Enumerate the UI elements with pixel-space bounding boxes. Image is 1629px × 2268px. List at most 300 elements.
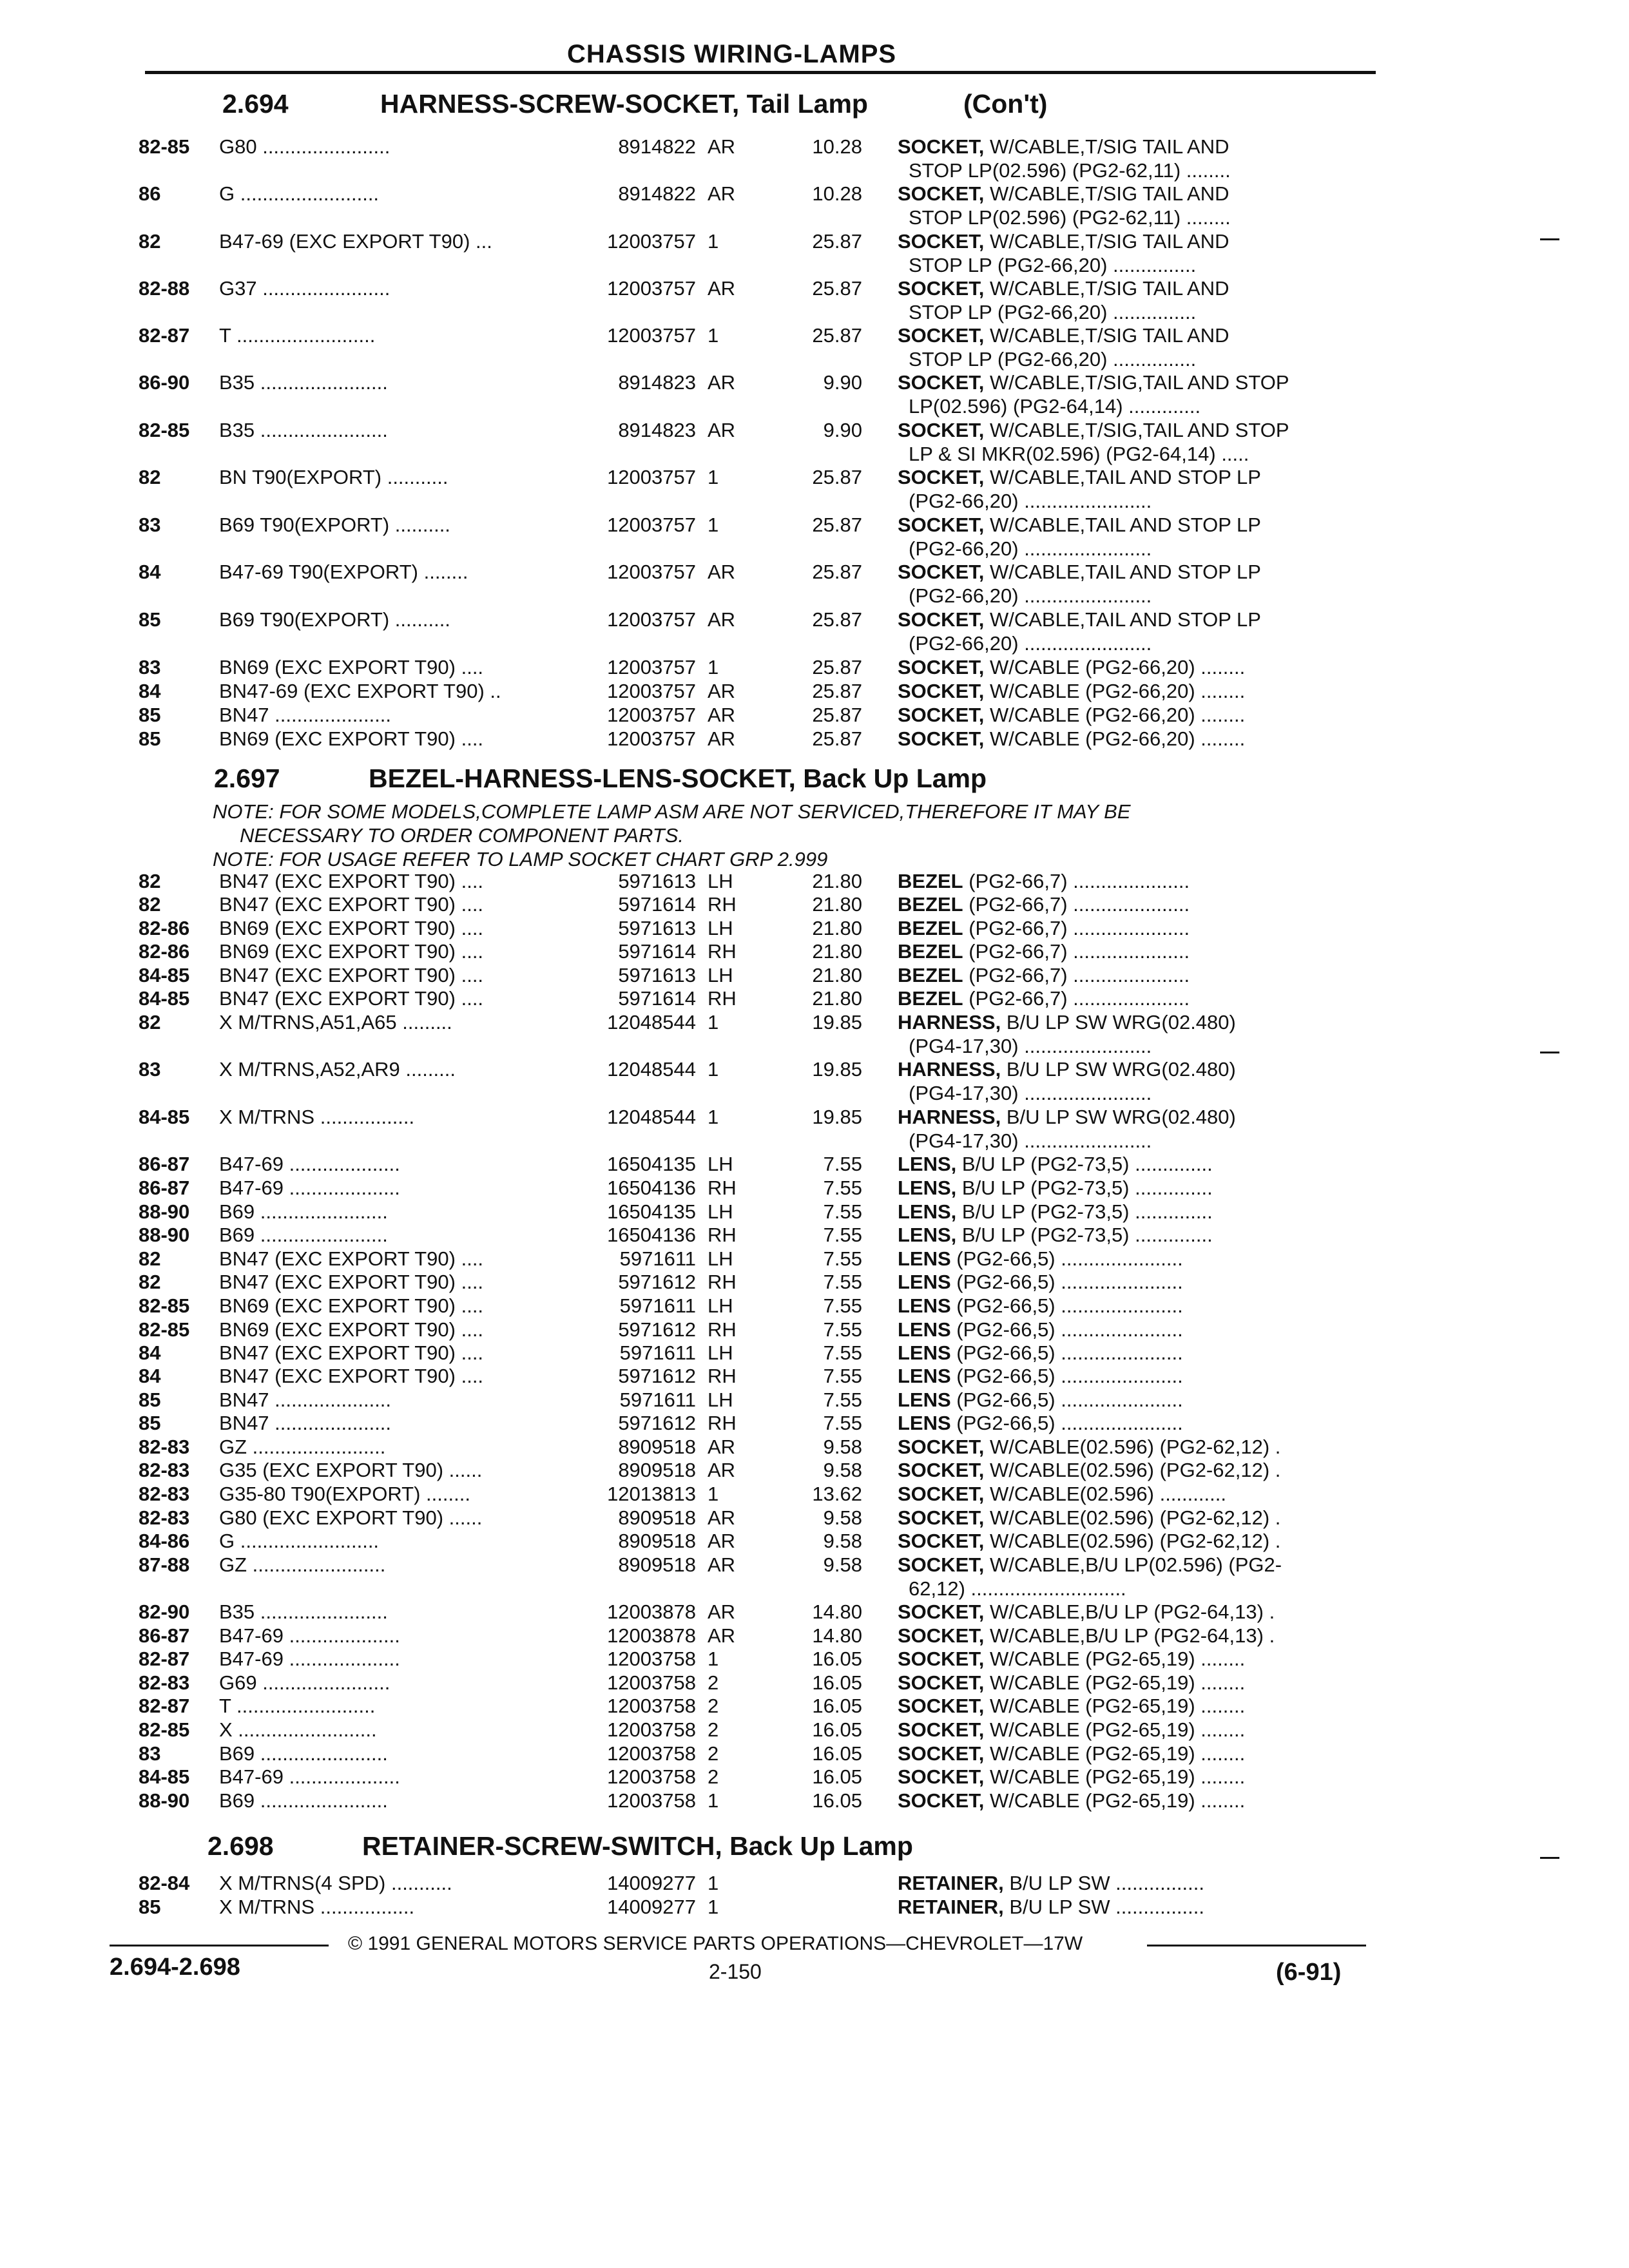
table-row (0, 514, 1629, 560)
description-cell: SOCKET, W/CABLE,T/SIG TAIL AND (898, 277, 1229, 300)
description-cell: SOCKET, W/CABLE (PG2-65,19) ........ (898, 1671, 1246, 1694)
table-row (0, 1765, 1629, 1789)
description-cell: SOCKET, W/CABLE(02.596) (PG2-62,12) . (898, 1530, 1281, 1552)
description-cell: SOCKET, W/CABLE,B/U LP (PG2-64,13) . (898, 1624, 1275, 1647)
description-cell: SOCKET, W/CABLE (PG2-65,19) ........ (898, 1742, 1246, 1765)
quantity-cell: 1 (708, 1058, 719, 1081)
table-row (0, 1671, 1629, 1695)
price-cell: 16.05 (812, 1789, 862, 1812)
description-continuation: (PG2-66,20) ....................... (909, 632, 1152, 655)
model-cell: BN47 ..................... (219, 1389, 392, 1411)
description-cell: SOCKET, W/CABLE (PG2-66,20) ........ (898, 656, 1246, 678)
model-cell: B47-69 .................... (219, 1624, 400, 1647)
price-cell: 16.05 (812, 1695, 862, 1717)
model-cell: BN69 (EXC EXPORT T90) .... (219, 727, 484, 750)
part-number-cell: 14009277 (607, 1872, 696, 1894)
part-number-cell: 8909518 (618, 1459, 696, 1481)
table-row (0, 727, 1629, 751)
price-cell: 9.90 (823, 371, 862, 394)
price-cell: 25.87 (812, 561, 862, 583)
model-cell: BN69 (EXC EXPORT T90) .... (219, 1294, 484, 1317)
year-cell: 82 (139, 1011, 161, 1033)
part-number-cell: 5971612 (618, 1365, 696, 1387)
part-number-cell: 5971611 (619, 1389, 696, 1411)
table-row (0, 1247, 1629, 1271)
price-cell: 7.55 (823, 1341, 862, 1364)
quantity-cell: AR (708, 419, 736, 441)
table-row (0, 1341, 1629, 1365)
revision-date: (6-91) (1276, 1959, 1342, 1986)
description-cell: LENS, B/U LP (PG2-73,5) .............. (898, 1177, 1213, 1199)
part-number-cell: 12003757 (607, 324, 696, 347)
part-number-cell: 8909518 (618, 1436, 696, 1458)
model-cell: B69 T90(EXPORT) .......... (219, 514, 450, 536)
description-continuation: LP(02.596) (PG2-64,14) ............. (909, 395, 1201, 418)
price-cell: 19.85 (812, 1106, 862, 1128)
price-cell: 7.55 (823, 1224, 862, 1246)
description-cell: BEZEL (PG2-66,7) ..................... (898, 940, 1190, 963)
quantity-cell: AR (708, 182, 736, 205)
year-cell: 85 (139, 704, 161, 726)
part-number-cell: 12003758 (607, 1671, 696, 1694)
quantity-cell: LH (708, 964, 733, 986)
year-cell: 86-90 (139, 371, 190, 394)
quantity-cell: LH (708, 1200, 733, 1223)
description-continuation: (PG4-17,30) ....................... (909, 1129, 1152, 1152)
quantity-cell: LH (708, 917, 733, 939)
quantity-cell: 1 (708, 1011, 719, 1033)
description-cell: HARNESS, B/U LP SW WRG(02.480) (898, 1011, 1236, 1033)
price-cell: 7.55 (823, 1271, 862, 1293)
quantity-cell: RH (708, 1177, 737, 1199)
table-row (0, 1459, 1629, 1482)
table-row (0, 1896, 1629, 1919)
part-number-cell: 12003757 (607, 608, 696, 631)
part-number-cell: 12003757 (607, 466, 696, 488)
part-number-cell: 12003757 (607, 656, 696, 678)
year-cell: 85 (139, 1389, 161, 1411)
model-cell: X ......................... (219, 1718, 377, 1741)
price-cell: 13.62 (812, 1483, 862, 1505)
quantity-cell: 1 (708, 1106, 719, 1128)
quantity-cell: 1 (708, 324, 719, 347)
table-row (0, 1153, 1629, 1176)
model-cell: B47-69 .................... (219, 1177, 400, 1199)
model-cell: B35 ....................... (219, 1600, 388, 1623)
part-number-cell: 12003758 (607, 1765, 696, 1788)
quantity-cell: RH (708, 987, 737, 1010)
year-cell: 82-85 (139, 1294, 190, 1317)
description-cell: LENS (PG2-66,5) ...................... (898, 1341, 1183, 1364)
part-number-cell: 5971612 (618, 1412, 696, 1434)
part-number-cell: 12048544 (607, 1011, 696, 1033)
table-row (0, 1789, 1629, 1812)
table-row (0, 1058, 1629, 1104)
part-number-cell: 5971612 (618, 1318, 696, 1341)
year-cell: 83 (139, 1742, 161, 1765)
table-row (0, 1530, 1629, 1553)
year-cell: 84-85 (139, 1765, 190, 1788)
quantity-cell: 1 (708, 230, 719, 253)
year-cell: 82 (139, 893, 161, 916)
model-cell: G ......................... (219, 1530, 380, 1552)
description-cell: SOCKET, W/CABLE,T/SIG TAIL AND (898, 182, 1229, 205)
model-cell: BN47 (EXC EXPORT T90) .... (219, 893, 484, 916)
year-cell: 82-83 (139, 1459, 190, 1481)
description-cell: SOCKET, W/CABLE(02.596) (PG2-62,12) . (898, 1436, 1281, 1458)
year-cell: 84-85 (139, 987, 190, 1010)
year-cell: 82-87 (139, 1695, 190, 1717)
description-continuation: (PG4-17,30) ....................... (909, 1035, 1152, 1057)
description-cell: LENS (PG2-66,5) ...................... (898, 1389, 1183, 1411)
description-cell: LENS (PG2-66,5) ...................... (898, 1318, 1183, 1341)
table-row (0, 230, 1629, 276)
model-cell: B47-69 .................... (219, 1765, 400, 1788)
price-cell: 25.87 (812, 704, 862, 726)
quantity-cell: AR (708, 1506, 736, 1529)
description-cell: SOCKET, W/CABLE,TAIL AND STOP LP (898, 514, 1261, 536)
table-row (0, 608, 1629, 655)
table-row (0, 371, 1629, 418)
description-cell: SOCKET, W/CABLE (PG2-66,20) ........ (898, 727, 1246, 750)
section-title: HARNESS-SCREW-SOCKET, Tail Lamp (380, 89, 868, 119)
model-cell: B69 ....................... (219, 1200, 388, 1223)
year-cell: 84 (139, 680, 161, 702)
price-cell: 16.05 (812, 1648, 862, 1670)
table-row (0, 1106, 1629, 1152)
year-cell: 82-86 (139, 940, 190, 963)
table-row (0, 419, 1629, 465)
description-cell: LENS, B/U LP (PG2-73,5) .............. (898, 1200, 1213, 1223)
description-continuation: STOP LP(02.596) (PG2-62,11) ........ (909, 206, 1231, 229)
quantity-cell: 1 (708, 1789, 719, 1812)
price-cell: 16.05 (812, 1718, 862, 1741)
price-cell: 25.87 (812, 514, 862, 536)
price-cell: 25.87 (812, 680, 862, 702)
description-cell: BEZEL (PG2-66,7) ..................... (898, 870, 1190, 892)
description-continuation: (PG4-17,30) ....................... (909, 1082, 1152, 1104)
year-cell: 82 (139, 230, 161, 253)
description-cell: SOCKET, W/CABLE,T/SIG,TAIL AND STOP (898, 371, 1289, 394)
model-cell: BN47 (EXC EXPORT T90) .... (219, 1341, 484, 1364)
price-cell: 7.55 (823, 1200, 862, 1223)
price-cell: 19.85 (812, 1011, 862, 1033)
page-number: 2-150 (709, 1960, 762, 1983)
year-cell: 86-87 (139, 1153, 190, 1175)
year-cell: 82-87 (139, 324, 190, 347)
description-continuation: (PG2-66,20) ....................... (909, 537, 1152, 560)
footer-rule-left (110, 1945, 329, 1946)
description-cell: HARNESS, B/U LP SW WRG(02.480) (898, 1106, 1236, 1128)
price-cell: 21.80 (812, 940, 862, 963)
price-cell: 21.80 (812, 964, 862, 986)
model-cell: X M/TRNS ................. (219, 1896, 415, 1918)
description-cell: SOCKET, W/CABLE (PG2-65,19) ........ (898, 1695, 1246, 1717)
description-cell: LENS (PG2-66,5) ...................... (898, 1294, 1183, 1317)
table-row (0, 1600, 1629, 1624)
year-cell: 86-87 (139, 1624, 190, 1647)
part-number-cell: 8909518 (618, 1530, 696, 1552)
model-cell: BN47 (EXC EXPORT T90) .... (219, 1271, 484, 1293)
model-cell: BN47 (EXC EXPORT T90) .... (219, 1247, 484, 1270)
table-row (0, 1742, 1629, 1765)
quantity-cell: LH (708, 1153, 733, 1175)
quantity-cell: 2 (708, 1742, 719, 1765)
price-cell: 7.55 (823, 1412, 862, 1434)
table-row (0, 135, 1629, 182)
quantity-cell: 1 (708, 514, 719, 536)
table-row (0, 182, 1629, 229)
part-number-cell: 8909518 (618, 1553, 696, 1576)
table-row (0, 1506, 1629, 1530)
table-row (0, 277, 1629, 323)
table-row (0, 324, 1629, 370)
year-cell: 82 (139, 1271, 161, 1293)
description-cell: LENS (PG2-66,5) ...................... (898, 1247, 1183, 1270)
table-row (0, 917, 1629, 940)
quantity-cell: RH (708, 1271, 737, 1293)
part-number-cell: 5971611 (619, 1341, 696, 1364)
model-cell: X M/TRNS ................. (219, 1106, 415, 1128)
price-cell: 25.87 (812, 727, 862, 750)
part-number-cell: 12003878 (607, 1624, 696, 1647)
year-cell: 82 (139, 1247, 161, 1270)
model-cell: B69 ....................... (219, 1742, 388, 1765)
price-cell: 19.85 (812, 1058, 862, 1081)
quantity-cell: 1 (708, 656, 719, 678)
year-cell: 85 (139, 1412, 161, 1434)
model-cell: X M/TRNS,A52,AR9 ......... (219, 1058, 456, 1081)
description-cell: BEZEL (PG2-66,7) ..................... (898, 987, 1190, 1010)
model-cell: BN69 (EXC EXPORT T90) .... (219, 917, 484, 939)
part-number-cell: 12048544 (607, 1058, 696, 1081)
part-number-cell: 5971611 (619, 1294, 696, 1317)
table-row (0, 1271, 1629, 1294)
quantity-cell: AR (708, 1436, 736, 1458)
part-number-cell: 12003757 (607, 230, 696, 253)
quantity-cell: LH (708, 1389, 733, 1411)
part-number-cell: 12003758 (607, 1789, 696, 1812)
quantity-cell: RH (708, 1365, 737, 1387)
quantity-cell: AR (708, 371, 736, 394)
table-row (0, 656, 1629, 679)
model-cell: BN47 (EXC EXPORT T90) .... (219, 1365, 484, 1387)
model-cell: X M/TRNS(4 SPD) ........... (219, 1872, 452, 1894)
description-cell: SOCKET, W/CABLE (PG2-65,19) ........ (898, 1718, 1246, 1741)
part-number-cell: 12003758 (607, 1742, 696, 1765)
year-cell: 85 (139, 727, 161, 750)
price-cell: 9.58 (823, 1436, 862, 1458)
part-number-cell: 8914822 (618, 182, 696, 205)
price-cell: 25.87 (812, 608, 862, 631)
part-number-cell: 12003758 (607, 1648, 696, 1670)
price-cell: 21.80 (812, 917, 862, 939)
year-cell: 83 (139, 656, 161, 678)
part-number-cell: 12003757 (607, 277, 696, 300)
year-cell: 88-90 (139, 1224, 190, 1246)
part-number-cell: 12003758 (607, 1718, 696, 1741)
table-row (0, 1553, 1629, 1600)
table-row (0, 1718, 1629, 1742)
table-row (0, 1648, 1629, 1671)
model-cell: BN47 (EXC EXPORT T90) .... (219, 987, 484, 1010)
margin-mark (1540, 1052, 1559, 1053)
year-cell: 85 (139, 1896, 161, 1918)
section-title: RETAINER-SCREW-SWITCH, Back Up Lamp (362, 1831, 913, 1861)
model-cell: B47-69 .................... (219, 1648, 400, 1670)
year-cell: 82-83 (139, 1436, 190, 1458)
quantity-cell: LH (708, 1341, 733, 1364)
table-row (0, 1624, 1629, 1648)
table-row (0, 964, 1629, 987)
table-row (0, 1389, 1629, 1412)
description-cell: SOCKET, W/CABLE,T/SIG TAIL AND (898, 230, 1229, 253)
copyright-line: © 1991 GENERAL MOTORS SERVICE PARTS OPERATIONS—CHEVROLET—17W (348, 1933, 1083, 1954)
quantity-cell: RH (708, 1318, 737, 1341)
part-number-cell: 16504135 (607, 1200, 696, 1223)
price-cell: 7.55 (823, 1153, 862, 1175)
description-cell: LENS (PG2-66,5) ...................... (898, 1271, 1183, 1293)
section-range: 2.694-2.698 (110, 1954, 240, 1981)
model-cell: G37 ....................... (219, 277, 390, 300)
price-cell: 25.87 (812, 656, 862, 678)
year-cell: 83 (139, 1058, 161, 1081)
model-cell: B69 ....................... (219, 1789, 388, 1812)
price-cell: 9.58 (823, 1459, 862, 1481)
table-row (0, 1177, 1629, 1200)
quantity-cell: 2 (708, 1671, 719, 1694)
section-number: 2.694 (222, 89, 289, 119)
model-cell: B47-69 T90(EXPORT) ........ (219, 561, 468, 583)
note-line: NOTE: FOR USAGE REFER TO LAMP SOCKET CHART GRP 2.999 (213, 848, 828, 870)
part-number-cell: 12003757 (607, 680, 696, 702)
quantity-cell: AR (708, 727, 736, 750)
section-title: BEZEL-HARNESS-LENS-SOCKET, Back Up Lamp (369, 764, 987, 793)
quantity-cell: RH (708, 940, 737, 963)
model-cell: B69 ....................... (219, 1224, 388, 1246)
description-cell: RETAINER, B/U LP SW ................ (898, 1872, 1204, 1894)
year-cell: 87-88 (139, 1553, 190, 1576)
header-rule (145, 71, 1376, 74)
table-row (0, 1011, 1629, 1057)
note-line: NECESSARY TO ORDER COMPONENT PARTS. (240, 824, 684, 847)
model-cell: B35 ....................... (219, 419, 388, 441)
description-cell: SOCKET, W/CABLE(02.596) (PG2-62,12) . (898, 1459, 1281, 1481)
quantity-cell: AR (708, 704, 736, 726)
table-row (0, 1436, 1629, 1459)
quantity-cell: LH (708, 1294, 733, 1317)
description-cell: SOCKET, W/CABLE(02.596) ............ (898, 1483, 1226, 1505)
table-row (0, 1412, 1629, 1435)
description-continuation: STOP LP (PG2-66,20) ............... (909, 254, 1197, 276)
description-cell: SOCKET, W/CABLE (PG2-66,20) ........ (898, 704, 1246, 726)
model-cell: B35 ....................... (219, 371, 388, 394)
description-cell: SOCKET, W/CABLE,B/U LP (PG2-64,13) . (898, 1600, 1275, 1623)
model-cell: G80 (EXC EXPORT T90) ...... (219, 1506, 483, 1529)
table-row (0, 1483, 1629, 1506)
quantity-cell: 1 (708, 1896, 719, 1918)
model-cell: G ......................... (219, 182, 380, 205)
year-cell: 86 (139, 182, 161, 205)
price-cell: 7.55 (823, 1318, 862, 1341)
part-number-cell: 5971614 (618, 893, 696, 916)
year-cell: 82-85 (139, 419, 190, 441)
page-title: CHASSIS WIRING-LAMPS (567, 40, 897, 68)
year-cell: 82-85 (139, 1718, 190, 1741)
table-row (0, 680, 1629, 703)
model-cell: BN69 (EXC EXPORT T90) .... (219, 1318, 484, 1341)
year-cell: 88-90 (139, 1200, 190, 1223)
description-continuation: (PG2-66,20) ....................... (909, 490, 1152, 512)
year-cell: 84 (139, 1341, 161, 1364)
year-cell: 84-85 (139, 964, 190, 986)
model-cell: GZ ........................ (219, 1436, 386, 1458)
price-cell: 9.90 (823, 419, 862, 441)
price-cell: 9.58 (823, 1530, 862, 1552)
year-cell: 82-83 (139, 1506, 190, 1529)
description-continuation: 62,12) ............................ (909, 1577, 1126, 1600)
part-number-cell: 12048544 (607, 1106, 696, 1128)
price-cell: 25.87 (812, 277, 862, 300)
description-cell: BEZEL (PG2-66,7) ..................... (898, 893, 1190, 916)
quantity-cell: AR (708, 608, 736, 631)
table-row (0, 466, 1629, 512)
model-cell: T ......................... (219, 1695, 376, 1717)
model-cell: BN T90(EXPORT) ........... (219, 466, 448, 488)
model-cell: B47-69 (EXC EXPORT T90) ... (219, 230, 492, 253)
part-number-cell: 12003757 (607, 727, 696, 750)
description-cell: LENS (PG2-66,5) ...................... (898, 1365, 1183, 1387)
model-cell: BN47 (EXC EXPORT T90) .... (219, 964, 484, 986)
model-cell: T ......................... (219, 324, 376, 347)
description-cell: BEZEL (PG2-66,7) ..................... (898, 917, 1190, 939)
table-row (0, 1872, 1629, 1895)
price-cell: 14.80 (812, 1600, 862, 1623)
description-continuation: STOP LP (PG2-66,20) ............... (909, 348, 1197, 370)
part-number-cell: 16504136 (607, 1224, 696, 1246)
description-cell: SOCKET, W/CABLE (PG2-65,19) ........ (898, 1789, 1246, 1812)
quantity-cell: 1 (708, 1872, 719, 1894)
quantity-cell: AR (708, 1600, 736, 1623)
table-row (0, 561, 1629, 607)
description-continuation: LP & SI MKR(02.596) (PG2-64,14) ..... (909, 443, 1249, 465)
part-number-cell: 5971611 (619, 1247, 696, 1270)
price-cell: 25.87 (812, 466, 862, 488)
part-number-cell: 5971613 (618, 917, 696, 939)
part-number-cell: 8909518 (618, 1506, 696, 1529)
quantity-cell: 1 (708, 466, 719, 488)
footer-rule-right (1147, 1945, 1366, 1946)
model-cell: B47-69 .................... (219, 1153, 400, 1175)
price-cell: 21.80 (812, 987, 862, 1010)
section-number: 2.698 (207, 1831, 274, 1861)
model-cell: BN47 ..................... (219, 704, 392, 726)
description-cell: LENS, B/U LP (PG2-73,5) .............. (898, 1224, 1213, 1246)
table-row (0, 870, 1629, 893)
year-cell: 82-85 (139, 1318, 190, 1341)
quantity-cell: AR (708, 1624, 736, 1647)
model-cell: G69 ....................... (219, 1671, 390, 1694)
quantity-cell: LH (708, 870, 733, 892)
section-continued: (Con't) (963, 89, 1048, 119)
price-cell: 7.55 (823, 1247, 862, 1270)
margin-mark (1540, 1857, 1559, 1859)
price-cell: 14.80 (812, 1624, 862, 1647)
price-cell: 7.55 (823, 1177, 862, 1199)
model-cell: X M/TRNS,A51,A65 ......... (219, 1011, 452, 1033)
part-number-cell: 12003757 (607, 514, 696, 536)
margin-mark (1540, 238, 1559, 240)
